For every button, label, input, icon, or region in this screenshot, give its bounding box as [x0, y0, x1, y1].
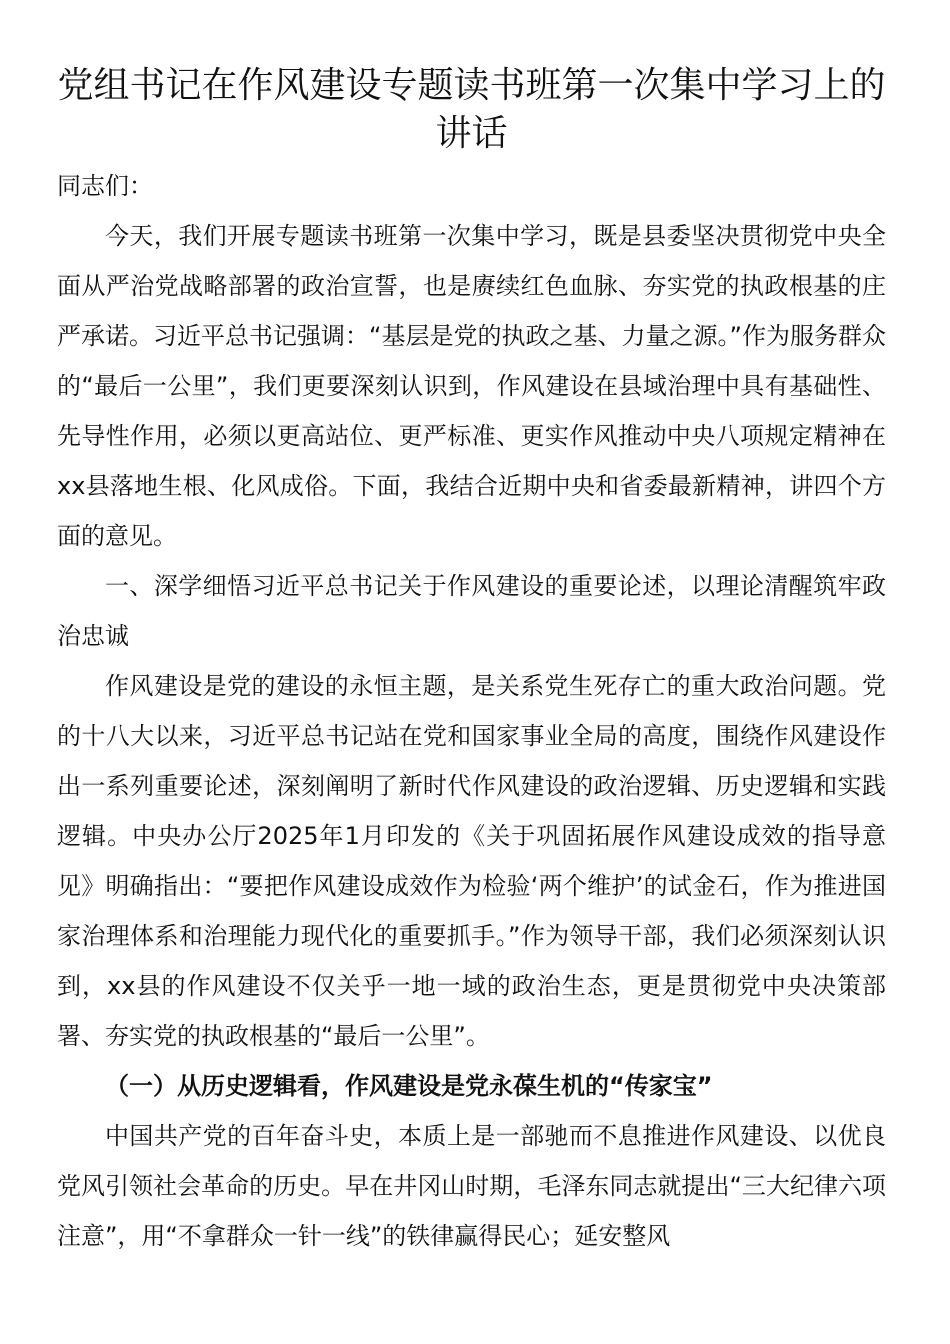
paragraph-intro: 今天，我们开展专题读书班第一次集中学习，既是县委坚决贯彻党中央全面从严治党战略部署的政治宣誓，也是赓续红色血脉、夯实党的执政根基的庄严承诺。习近平总书记强调：“基层是党的执政之基、力量之源。”作为服务群众的“最后一公里”，我们更要深刻认识到，作风建设在县域治理中具有基础性、先导性作用，必须以更高站位、更严标准、更实作风推动中央八项规定精神在xx县落地生根、化风成俗。下面，我结合近期中央和省委最新精神，讲四个方面的意见。: [57, 222, 886, 550]
document-title: 党组书记在作风建设专题读书班第一次集中学习上的讲话: [57, 65, 886, 154]
paragraph-history: 中国共产党的百年奋斗史，本质上是一部驰而不息推进作风建设、以优良党风引领社会革命的历史。早在井冈山时期，毛泽东同志就提出“三大纪律六项注意”，用“不拿群众一针一线”的铁律赢得民心；延安整风: [57, 1122, 886, 1250]
salutation: 同志们：: [57, 172, 153, 200]
section-heading-one: 一、深学细悟习近平总书记关于作风建设的重要论述，以理论清醒筑牢政治忠诚: [57, 572, 886, 650]
subsection-heading-one: （一）从历史逻辑看，作风建设是党永葆生机的“传家宝”: [105, 1072, 713, 1100]
paragraph-section-one: 作风建设是党的建设的永恒主题，是关系党生死存亡的重大政治问题。党的十八大以来，习近平总书记站在党和国家事业全局的高度，围绕作风建设作出一系列重要论述，深刻阐明了新时代作风建设的政治逻辑、历史逻辑和实践逻辑。中央办公厅2025年1月印发的《关于巩固拓展作风建设成效的指导意见》明确指出：“要把作风建设成效作为检验‘两个维护’的试金石，作为推进国家治理体系和治理能力现代化的重要抓手。”作为领导干部，我们必须深刻认识到，xx县的作风建设不仅关乎一地一域的政治生态，更是贯彻党中央决策部署、夯实党的执政根基的“最后一公里”。: [57, 672, 886, 1050]
